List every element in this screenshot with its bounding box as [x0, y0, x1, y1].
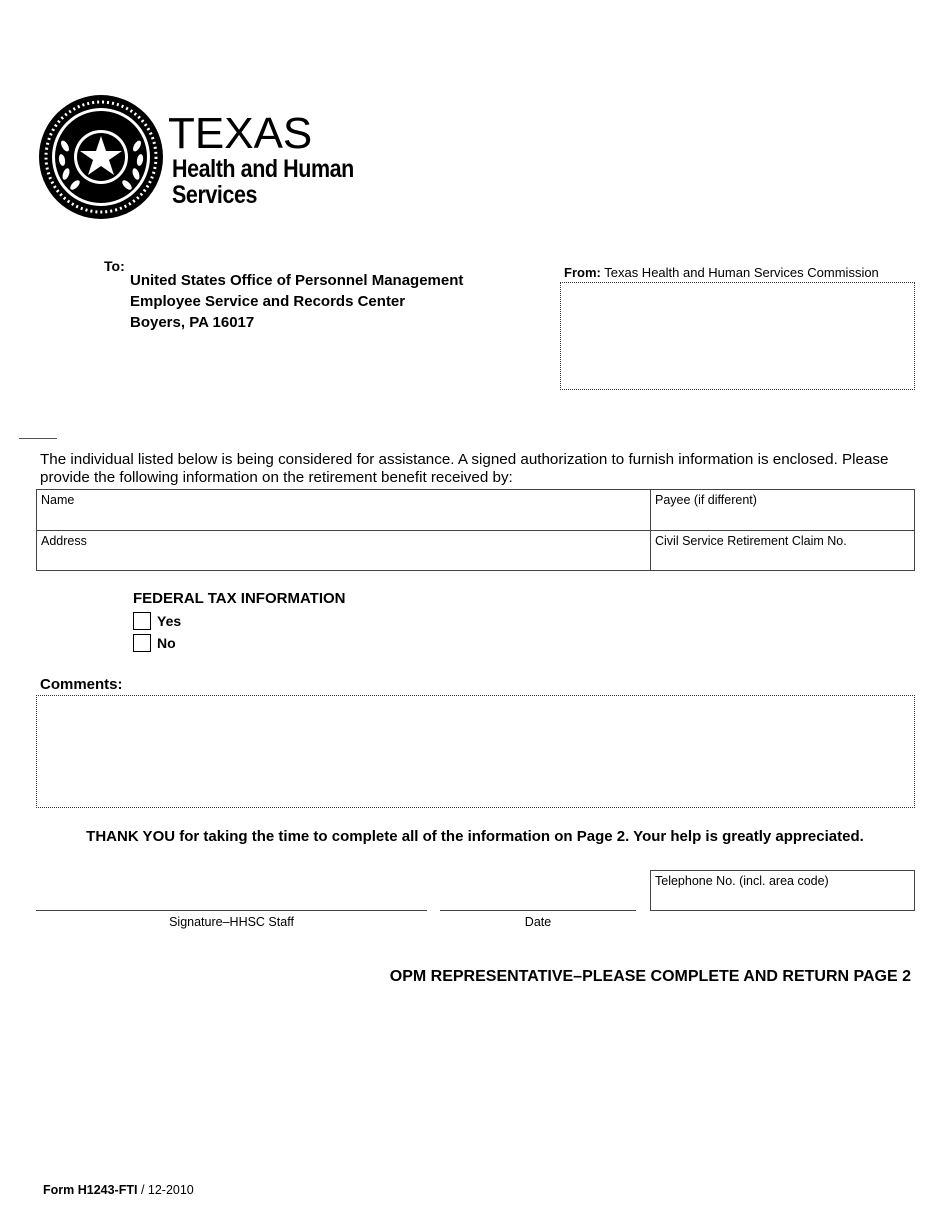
- name-field[interactable]: [37, 490, 651, 531]
- payee-label: Payee (if different): [655, 493, 757, 507]
- fti-yes-checkbox[interactable]: [133, 612, 151, 630]
- to-address-line-1: United States Office of Personnel Management: [130, 272, 464, 289]
- fti-title: FEDERAL TAX INFORMATION: [133, 590, 346, 607]
- logo-line-1: Health and Human: [172, 155, 354, 183]
- opm-notice: OPM REPRESENTATIVE–PLEASE COMPLETE AND RETURN PAGE 2: [389, 968, 911, 985]
- comments-label: Comments:: [40, 676, 123, 693]
- signature-line[interactable]: [36, 910, 427, 911]
- to-label: To:: [104, 258, 125, 274]
- to-address: [130, 270, 463, 333]
- from-line: [564, 265, 879, 280]
- form-id: Form H1243-FTI: [43, 1183, 138, 1197]
- to-address-line-2: Employee Service and Records Center: [130, 293, 406, 310]
- from-value: Texas Health and Human Services Commission: [604, 265, 879, 280]
- name-label: Name: [41, 493, 75, 507]
- telephone-label: Telephone No. (incl. area code): [655, 874, 829, 888]
- form-date: / 12-2010: [137, 1183, 194, 1197]
- address-field[interactable]: [37, 530, 651, 571]
- logo-agency-name: [172, 156, 354, 208]
- from-address-box[interactable]: [560, 282, 915, 390]
- address-label: Address: [41, 533, 87, 548]
- intro-paragraph: The individual listed below is being considered for assistance. A signed authorization to furnish information is enclosed. Please provide the following information on the retirement benefit received by:: [40, 451, 889, 486]
- comments-field[interactable]: [36, 695, 915, 808]
- fti-no-checkbox[interactable]: [133, 634, 151, 652]
- texas-hhs-seal-logo: [38, 94, 164, 220]
- telephone-field[interactable]: [650, 870, 915, 911]
- table-row: [37, 490, 915, 531]
- form-number: [43, 1183, 194, 1197]
- table-row: [37, 530, 915, 571]
- logo-texas-word: TEXAS: [168, 109, 313, 158]
- logo-line-2: Services: [172, 181, 258, 209]
- claim-number-label: Civil Service Retirement Claim No.: [655, 533, 847, 548]
- signature-caption: Signature–HHSC Staff: [169, 915, 294, 929]
- fti-no-option[interactable]: [133, 634, 176, 652]
- recipient-info-table: [36, 489, 915, 571]
- thank-you-note: THANK YOU for taking the time to complete all of the information on Page 2. Your help is greatly appreciated.: [86, 828, 864, 845]
- from-label: From:: [564, 265, 601, 280]
- fti-yes-label: Yes: [157, 613, 182, 629]
- fti-yes-option[interactable]: [133, 612, 181, 630]
- date-caption: Date: [524, 915, 552, 929]
- payee-field[interactable]: [651, 490, 915, 531]
- margin-rule: [19, 438, 57, 439]
- date-line[interactable]: [440, 910, 636, 911]
- to-address-line-3: Boyers, PA 16017: [130, 314, 255, 331]
- fti-no-label: No: [157, 635, 176, 651]
- claim-number-field[interactable]: [651, 530, 915, 571]
